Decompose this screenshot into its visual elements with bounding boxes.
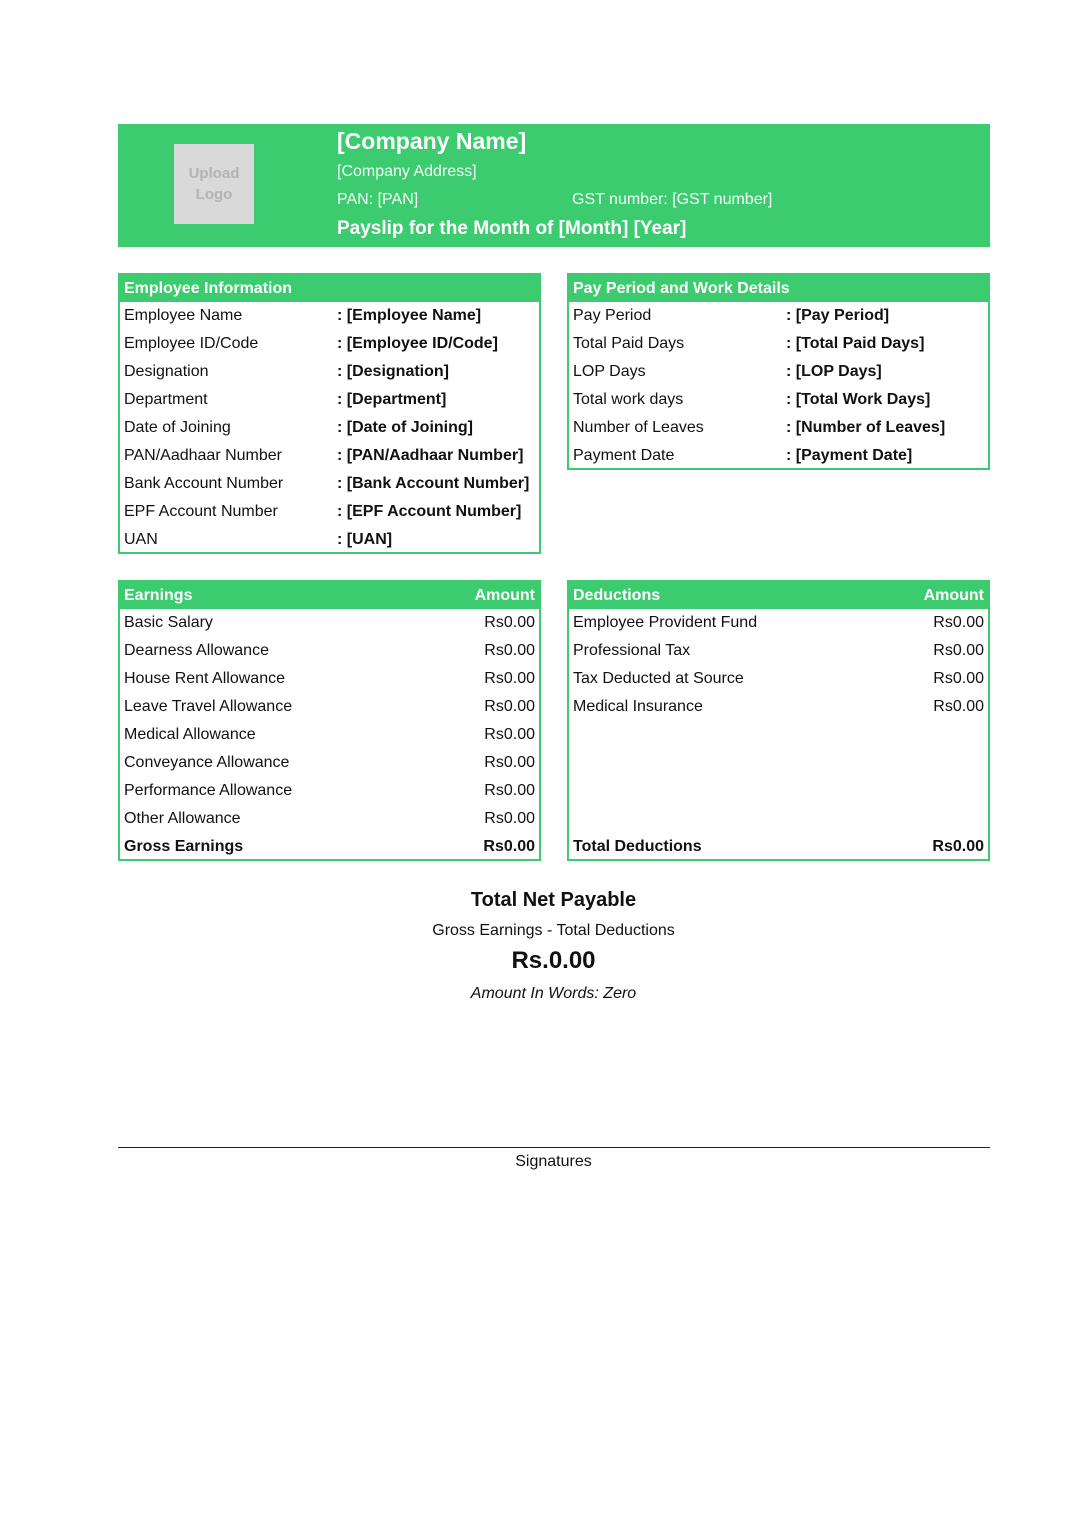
logo-text-line2: Logo (195, 186, 233, 203)
deductions-header (569, 582, 988, 609)
company-gst: GST number: [GST number] (572, 191, 773, 208)
total-deductions-label: Total Deductions (573, 838, 702, 855)
earning-label: Basic Salary (124, 614, 213, 631)
info-row (120, 302, 539, 330)
info-value: : [PAN/Aadhaar Number] (337, 447, 524, 464)
employee-info-title: Employee Information (124, 280, 293, 297)
earning-row (120, 693, 539, 721)
company-address: [Company Address] (337, 163, 477, 180)
info-label: Employee ID/Code (124, 335, 259, 352)
info-value: : [EPF Account Number] (337, 503, 522, 520)
deductions-title: Deductions (573, 587, 661, 604)
info-label: Date of Joining (124, 419, 231, 436)
deduction-label: Tax Deducted at Source (573, 670, 744, 687)
earnings-section (118, 580, 541, 861)
info-row (120, 498, 539, 526)
info-row (120, 470, 539, 498)
net-payable-amount: Rs.0.00 (511, 947, 596, 974)
info-value: : [Department] (337, 391, 447, 408)
info-value: : [Bank Account Number] (337, 475, 530, 492)
earnings-title: Earnings (124, 587, 193, 604)
earning-row (120, 665, 539, 693)
deduction-label: Professional Tax (573, 642, 691, 659)
period-row (569, 386, 988, 414)
period-label: Pay Period (573, 307, 652, 324)
earning-row (120, 637, 539, 665)
earning-row (120, 749, 539, 777)
period-value: : [Number of Leaves] (786, 419, 946, 436)
employee-info-header (120, 275, 539, 302)
period-value: : [Total Paid Days] (786, 335, 925, 352)
earning-amount: Rs0.00 (484, 726, 535, 743)
period-row (569, 414, 988, 442)
signature-line (118, 1147, 990, 1148)
earning-row (120, 777, 539, 805)
deduction-amount: Rs0.00 (933, 642, 984, 659)
earning-label: Other Allowance (124, 810, 241, 827)
pay-period-header (569, 275, 988, 302)
earning-label: Leave Travel Allowance (124, 698, 293, 715)
employee-info-section (118, 273, 541, 554)
period-value: : [Total Work Days] (786, 391, 931, 408)
earning-amount: Rs0.00 (484, 810, 535, 827)
info-label: PAN/Aadhaar Number (124, 447, 282, 464)
info-label: Bank Account Number (124, 475, 284, 492)
company-header (118, 124, 990, 247)
gross-earnings-amount: Rs0.00 (483, 838, 535, 855)
empty-row (569, 721, 988, 749)
payslip-title: Payslip for the Month of [Month] [Year] (337, 218, 687, 239)
earning-label: Performance Allowance (124, 782, 293, 799)
empty-row (569, 777, 988, 805)
period-label: LOP Days (573, 363, 646, 380)
earning-row (120, 721, 539, 749)
info-row (120, 386, 539, 414)
info-label: EPF Account Number (124, 503, 278, 520)
deduction-row (569, 665, 988, 693)
period-label: Total work days (573, 391, 684, 408)
earning-amount: Rs0.00 (484, 614, 535, 631)
earning-label: House Rent Allowance (124, 670, 285, 687)
period-row (569, 442, 988, 470)
earning-amount: Rs0.00 (484, 698, 535, 715)
info-label: UAN (124, 531, 158, 548)
logo-text-line1: Upload (188, 165, 240, 182)
deduction-row (569, 693, 988, 721)
deduction-amount: Rs0.00 (933, 698, 984, 715)
period-value: : [Pay Period] (786, 307, 890, 324)
net-payable-title: Total Net Payable (470, 889, 637, 911)
empty-row (569, 805, 988, 833)
deduction-row (569, 609, 988, 637)
amount-in-words: Amount In Words: Zero (470, 985, 637, 1002)
info-row (120, 442, 539, 470)
total-deductions-row (569, 833, 988, 861)
earning-label: Dearness Allowance (124, 642, 269, 659)
info-value: : [Employee Name] (337, 307, 482, 324)
period-value: : [LOP Days] (786, 363, 882, 380)
period-row (569, 330, 988, 358)
period-label: Payment Date (573, 447, 675, 464)
deduction-label: Employee Provident Fund (573, 614, 758, 631)
earning-amount: Rs0.00 (484, 670, 535, 687)
info-value: : [UAN] (337, 531, 393, 548)
pay-period-title: Pay Period and Work Details (573, 280, 790, 297)
total-deductions-amount: Rs0.00 (932, 838, 984, 855)
deductions-section (567, 580, 990, 861)
info-label: Designation (124, 363, 209, 380)
gross-earnings-label: Gross Earnings (124, 838, 244, 855)
deduction-row (569, 637, 988, 665)
info-row (120, 526, 539, 554)
earnings-amount-header: Amount (474, 587, 535, 604)
upload-logo-placeholder[interactable] (174, 144, 254, 224)
earning-label: Medical Allowance (124, 726, 256, 743)
deduction-label: Medical Insurance (573, 698, 703, 715)
period-label: Total Paid Days (573, 335, 685, 352)
earning-amount: Rs0.00 (484, 754, 535, 771)
pay-period-section (567, 273, 990, 470)
deductions-amount-header: Amount (923, 587, 984, 604)
info-row (120, 330, 539, 358)
deduction-amount: Rs0.00 (933, 670, 984, 687)
info-row (120, 414, 539, 442)
earning-label: Conveyance Allowance (124, 754, 290, 771)
deduction-amount: Rs0.00 (933, 614, 984, 631)
earning-row (120, 805, 539, 833)
info-label: Employee Name (124, 307, 243, 324)
net-payable-formula: Gross Earnings - Total Deductions (432, 922, 675, 939)
company-pan: PAN: [PAN] (337, 191, 419, 208)
info-value: : [Date of Joining] (337, 419, 473, 436)
period-row (569, 358, 988, 386)
period-value: : [Payment Date] (786, 447, 913, 464)
earnings-header (120, 582, 539, 609)
period-label: Number of Leaves (573, 419, 704, 436)
period-row (569, 302, 988, 330)
info-row (120, 358, 539, 386)
info-label: Department (124, 391, 208, 408)
earning-row (120, 609, 539, 637)
signature-label: Signatures (515, 1153, 592, 1170)
gross-earnings-row (120, 833, 539, 861)
info-value: : [Designation] (337, 363, 449, 380)
company-name: [Company Name] (337, 128, 527, 154)
earning-amount: Rs0.00 (484, 782, 535, 799)
empty-row (569, 749, 988, 777)
earning-amount: Rs0.00 (484, 642, 535, 659)
info-value: : [Employee ID/Code] (337, 335, 498, 352)
